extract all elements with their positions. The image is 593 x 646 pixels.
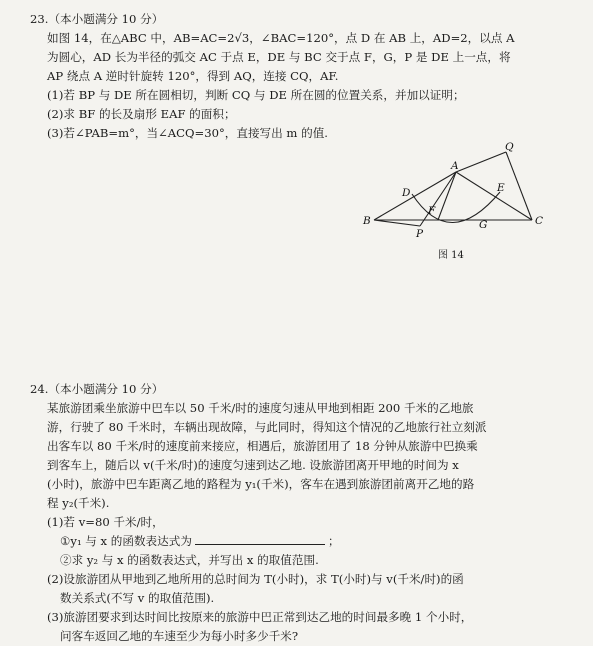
segment-af (438, 172, 456, 220)
segment-bp (374, 220, 420, 226)
question-23-title: 23.（本小题满分 10 分） (30, 12, 164, 26)
label-b: B (363, 215, 371, 227)
q24-stem-line: 到客车上，随后以 v(千米/时)的速度匀速到达乙地. 设旅游团离开甲地的时间为 x (47, 458, 459, 472)
q24-part-1b: ②求 y₂ 与 x 的函数表达式，并写出 x 的取值范围. (60, 553, 319, 567)
q24-part-2-line: (2)设旅游团从甲地到乙地所用的总时间为 T(小时)，求 T(小时)与 v(千米/时)的函 (47, 572, 464, 586)
label-f: F (428, 205, 436, 217)
segment-ac (456, 172, 532, 220)
q24-part-3-line: (3)旅游团要求到达时间比按原来的旅游中巴正常到达乙地的时间最多晚 1 个小时， (47, 610, 473, 624)
label-c: C (535, 215, 544, 227)
q24-part-1a-prefix: ①y₁ 与 x 的函数表达式为 (60, 534, 192, 548)
label-d: D (402, 187, 411, 199)
q24-part-2-line: 数关系式(不写 v 的取值范围). (60, 591, 215, 605)
q23-stem-line: 为圆心，AD 长为半径的弧交 AC 于点 E，DE 与 BC 交于点 F，G，P 是 DE 上一点，将 (47, 50, 511, 64)
segment-ab (374, 172, 456, 220)
q23-stem-line: 如图 14，在△ABC 中，AB=AC=2√3，∠BAC=120°，点 D 在 AB 上，AD=2，以点 A (47, 31, 515, 45)
label-e: E (497, 182, 505, 194)
figure-caption: 图 14 (438, 250, 464, 261)
segment-ap (420, 172, 456, 226)
q24-stem-line: 出客车以 80 千米/时的速度前来接应，相遇后，旅游团用了 18 分钟从旅游中巴换乘 (47, 439, 478, 453)
figure-14-diagram (360, 142, 560, 262)
q23-stem-line: AP 绕点 A 逆时针旋转 120°，得到 AQ，连接 CQ，AF. (47, 69, 339, 83)
label-q: Q (505, 142, 514, 153)
q24-stem-line: 程 y₂(千米). (47, 496, 110, 510)
q23-part-3: (3)若∠PAB=m°，当∠ACQ=30°，直接写出 m 的值. (47, 126, 328, 140)
label-a: A (451, 160, 459, 172)
question-23 (30, 10, 575, 143)
segment-aq (456, 152, 506, 172)
label-p: P (416, 228, 424, 240)
label-g: G (479, 219, 488, 231)
q24-part-1a-suffix: ； (327, 534, 340, 548)
q24-stem-line: 游，行驶了 80 千米时，车辆出现故障，与此同时，得知这个情况的乙地旅行社立刻派 (47, 420, 487, 434)
q24-part-1: (1)若 v=80 千米/时， (47, 515, 164, 529)
q24-part-3-line: 问客车返回乙地的车速至少为每小时多少千米? (60, 629, 299, 643)
question-24 (30, 380, 575, 646)
q24-stem-line: 某旅游团乘坐旅游中巴车以 50 千米/时的速度匀速从甲地到相距 200 千米的乙地旅 (47, 401, 474, 415)
q23-part-1: (1)若 BP 与 DE 所在圆相切，判断 CQ 与 DE 所在圆的位置关系，并加以证明； (47, 88, 465, 102)
q24-part-1a (30, 532, 575, 551)
answer-blank (195, 532, 325, 545)
q23-part-2: (2)求 BF 的长及扇形 EAF 的面积； (47, 107, 236, 121)
q24-stem-line: (小时)，旅游中巴车距离乙地的路程为 y₁(千米)，客车在遇到旅游团前离开乙地的路 (47, 477, 475, 491)
segment-cq (506, 152, 532, 220)
question-24-title: 24.（本小题满分 10 分） (30, 382, 164, 396)
